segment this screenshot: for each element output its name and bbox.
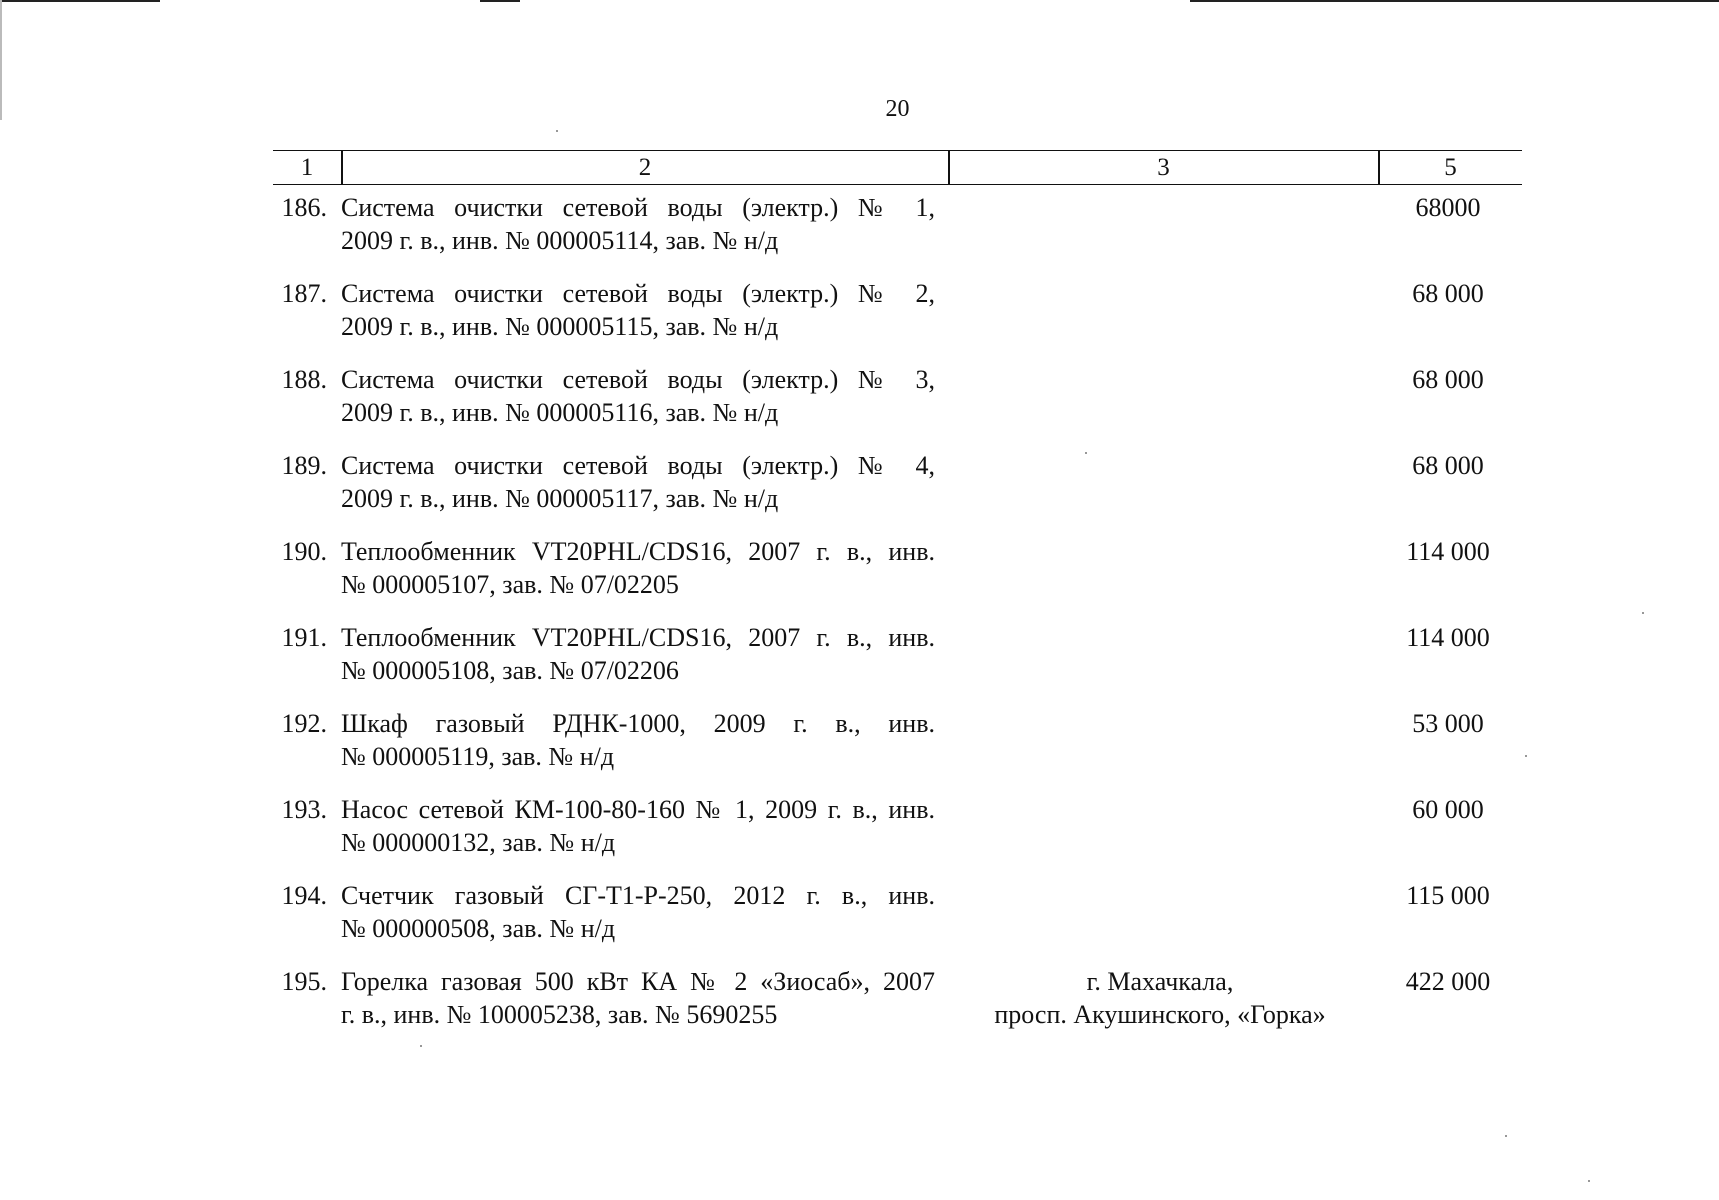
description-line: Насос сетевой КМ-100-80-160 № 1, 2009 г. в., инв.: [341, 795, 935, 824]
row-number: 190.: [281, 537, 327, 566]
row-price: 60 000: [1412, 795, 1484, 824]
row-price: 115 000: [1406, 881, 1490, 910]
description-line: Теплообменник VT20PHL/CDS16, 2007 г. в., инв.: [341, 623, 935, 652]
description-line: г. в., инв. № 100005238, зав. № 5690255: [341, 999, 778, 1029]
row-number: 193.: [281, 795, 327, 824]
row-price: 68 000: [1412, 365, 1484, 394]
scan-edge-line: [480, 0, 520, 2]
scan-speck: [1085, 452, 1087, 454]
row-price: 114 000: [1406, 537, 1490, 566]
description-line: Система очистки сетевой воды (электр.) № 1,: [341, 193, 935, 222]
row-price: 53 000: [1412, 709, 1484, 738]
row-number: 191.: [281, 623, 327, 652]
description-line: 2009 г. в., инв. № 000005116, зав. № н/д: [341, 397, 779, 427]
header-col-5: 5: [1444, 154, 1457, 181]
scan-edge-line: [1190, 0, 1719, 2]
row-number: 188.: [281, 365, 327, 394]
description-line: Система очистки сетевой воды (электр.) № 4,: [341, 451, 935, 480]
row-description: [341, 364, 935, 429]
description-line: Система очистки сетевой воды (электр.) № 2,: [341, 279, 935, 308]
row-price: 68 000: [1412, 451, 1484, 480]
description-line: № 000000508, зав. № н/д: [341, 913, 616, 943]
row-description: [341, 536, 935, 601]
scan-speck: [1588, 1180, 1590, 1182]
inventory-table: [273, 150, 1522, 1029]
location-line: г. Махачкала,: [1086, 967, 1234, 996]
row-description: [341, 880, 935, 945]
description-line: № 000005108, зав. № 07/02206: [341, 655, 679, 685]
header-col-1: 1: [300, 154, 314, 181]
row-number: 186.: [281, 193, 327, 222]
row-number: 195.: [281, 967, 327, 996]
description-line: № 000000132, зав. № н/д: [341, 827, 616, 857]
description-line: 2009 г. в., инв. № 000005115, зав. № н/д: [341, 311, 779, 341]
row-description: [341, 966, 935, 1031]
description-line: Горелка газовая 500 кВт КА № 2 «Зиосаб», 2007: [341, 967, 935, 996]
row-price: 114 000: [1406, 623, 1490, 652]
description-line: 2009 г. в., инв. № 000005117, зав. № н/д: [341, 483, 779, 513]
header-col-2: 2: [638, 154, 652, 181]
description-line: № 000005119, зав. № н/д: [341, 741, 615, 771]
description-line: Система очистки сетевой воды (электр.) № 3,: [341, 365, 935, 394]
row-number: 192.: [281, 709, 327, 738]
page-number: 20: [885, 96, 910, 122]
row-description: [341, 278, 935, 343]
row-price: 68 000: [1412, 279, 1484, 308]
scan-speck: [1505, 1135, 1507, 1137]
row-number: 187.: [281, 279, 327, 308]
row-location: [970, 966, 1350, 1031]
scan-edge-line: [0, 0, 160, 2]
description-line: 2009 г. в., инв. № 000005114, зав. № н/д: [341, 225, 779, 255]
row-price: 68000: [1415, 193, 1481, 222]
location-line: просп. Акушинского, «Горка»: [994, 999, 1326, 1029]
description-line: Теплообменник VT20PHL/CDS16, 2007 г. в., инв.: [341, 537, 935, 566]
row-number: 194.: [281, 881, 327, 910]
description-line: № 000005107, зав. № 07/02205: [341, 569, 679, 599]
table-header-row: [273, 150, 1522, 185]
scan-speck: [1642, 612, 1644, 614]
row-description: [341, 192, 935, 257]
row-description: [341, 450, 935, 515]
row-number: 189.: [281, 451, 327, 480]
description-line: Шкаф газовый РДНК-1000, 2009 г. в., инв.: [341, 709, 935, 738]
header-col-3: 3: [1157, 154, 1170, 181]
row-price: 422 000: [1405, 967, 1491, 996]
scan-speck: [1525, 755, 1527, 757]
row-description: [341, 708, 935, 773]
scan-speck: [556, 130, 558, 132]
row-description: [341, 794, 935, 859]
scan-speck: [420, 1045, 422, 1047]
row-description: [341, 622, 935, 687]
description-line: Счетчик газовый СГ-Т1-Р-250, 2012 г. в., инв.: [341, 881, 935, 910]
